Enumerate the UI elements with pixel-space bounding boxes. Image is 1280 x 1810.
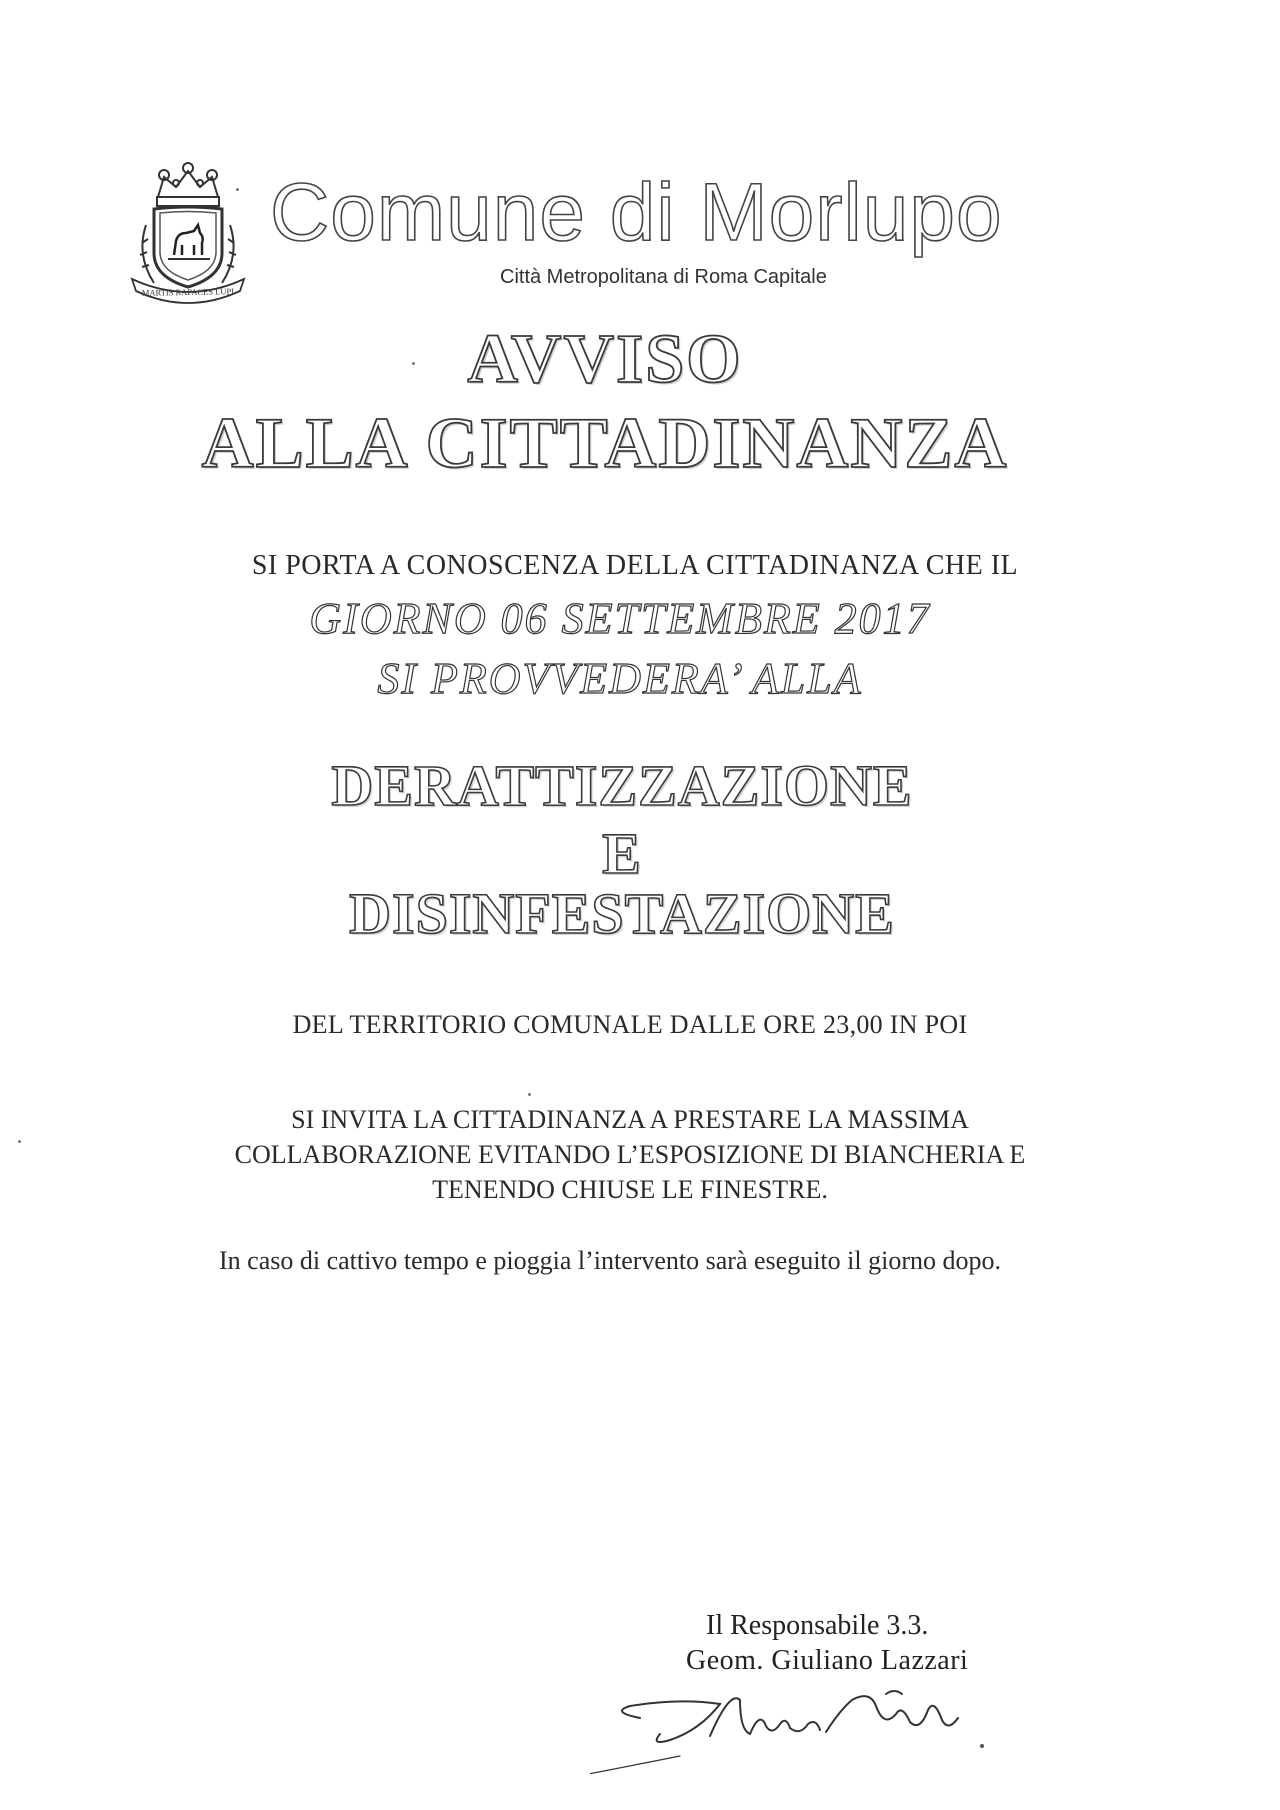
comune-crest-icon — [124, 155, 252, 305]
invite-line-3: TENENDO CHIUSE LE FINESTRE. — [432, 1175, 828, 1204]
service-derattizzazione: DERATTIZZAZIONE — [331, 753, 913, 818]
heading-alla-cittadinanza: ALLA CITTADINANZA — [201, 403, 1009, 483]
comune-title: Comune di Morlupo — [270, 167, 1003, 258]
conjunction-e: E — [602, 821, 642, 886]
invite-line-2: COLLABORAZIONE EVITANDO L’ESPOSIZIONE DI BIANCHERIA E — [234, 1140, 1026, 1169]
signatory-name: Geom. Giuliano Lazzari — [686, 1645, 969, 1676]
svg-text:MARTIS RAPACES LUPI: MARTIS RAPACES LUPI — [141, 286, 235, 298]
territory-time-text: DEL TERRITORIO COMUNALE DALLE ORE 23,00 IN POI — [292, 1010, 968, 1039]
scan-speck — [412, 362, 415, 365]
scan-speck — [18, 1140, 21, 1143]
invite-line-1: SI INVITA LA CITTADINANZA A PRESTARE LA MASSIMA — [291, 1105, 969, 1134]
heading-avviso: AVVISO — [467, 321, 743, 398]
handwritten-signature — [590, 1670, 1010, 1780]
signatory-role: Il Responsabile 3.3. — [706, 1610, 929, 1641]
scan-speck — [236, 188, 239, 191]
date-line: GIORNO 06 SETTEMBRE 2017 — [309, 594, 931, 643]
comune-subtitle: Città Metropolitana di Roma Capitale — [500, 266, 827, 288]
provvedera-line: SI PROVVEDERA’ ALLA — [377, 654, 863, 703]
weather-note: In caso di cattivo tempo e pioggia l’intervento sarà eseguito il giorno dopo. — [219, 1246, 1001, 1275]
scan-speck — [528, 1093, 531, 1096]
intro-text: SI PORTA A CONOSCENZA DELLA CITTADINANZA CHE IL — [251, 550, 1019, 581]
service-disinfestazione: DISINFESTAZIONE — [349, 881, 895, 946]
